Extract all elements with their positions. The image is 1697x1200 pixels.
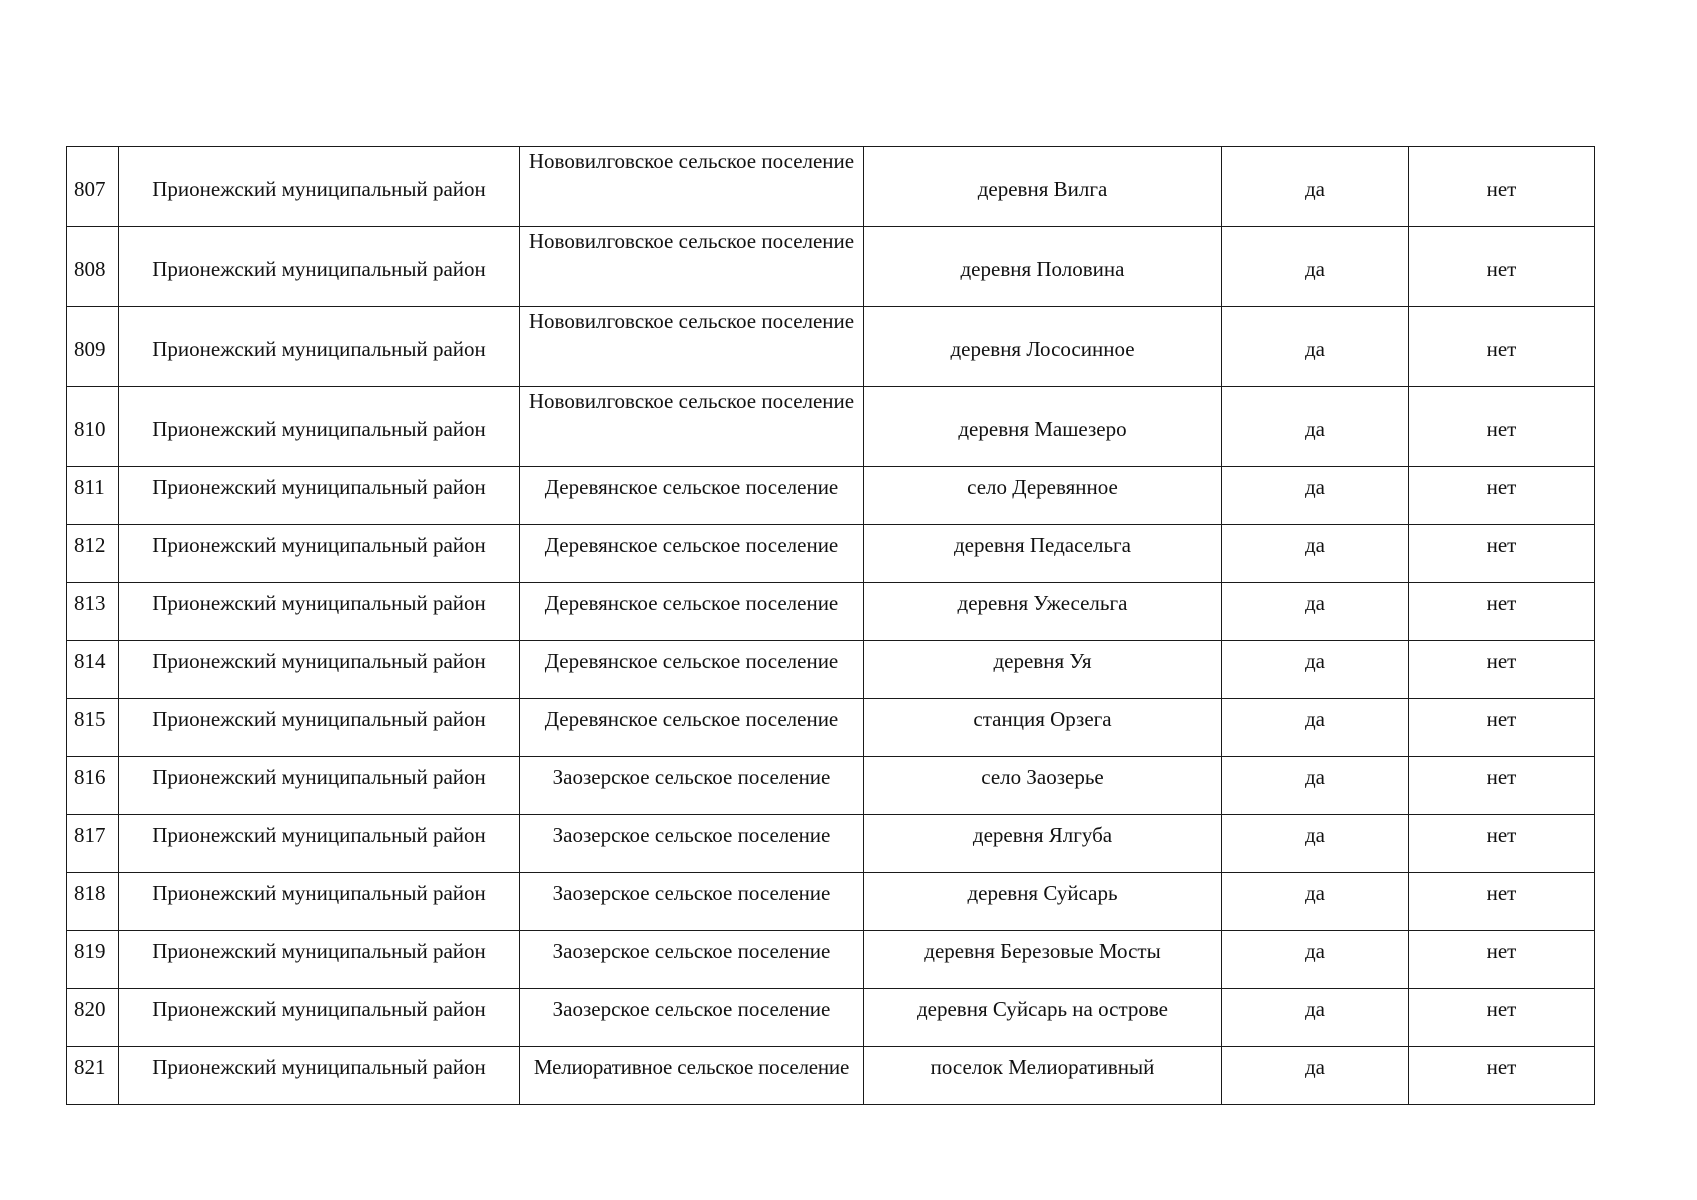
flag-a-cell: да	[1222, 757, 1409, 815]
flag-b-cell: нет	[1409, 699, 1595, 757]
table-row	[67, 467, 1595, 525]
row-number: 816	[67, 757, 119, 815]
settlements-table	[66, 146, 1595, 1105]
locality-cell: деревня Половина	[864, 227, 1222, 307]
flag-b-cell: нет	[1409, 583, 1595, 641]
settlement-cell: Нововилговское сельское поселение	[520, 307, 864, 387]
flag-b-cell: нет	[1409, 989, 1595, 1047]
locality-cell: село Деревянное	[864, 467, 1222, 525]
flag-b-cell: нет	[1409, 641, 1595, 699]
flag-b-cell: нет	[1409, 307, 1595, 387]
settlement-cell: Нововилговское сельское поселение	[520, 147, 864, 227]
flag-b-cell: нет	[1409, 1047, 1595, 1105]
locality-cell: поселок Мелиоративный	[864, 1047, 1222, 1105]
table-row	[67, 757, 1595, 815]
row-number: 807	[67, 147, 119, 227]
flag-b-cell: нет	[1409, 147, 1595, 227]
flag-b-cell: нет	[1409, 227, 1595, 307]
row-number: 813	[67, 583, 119, 641]
flag-a-cell: да	[1222, 525, 1409, 583]
row-number: 818	[67, 873, 119, 931]
flag-a-cell: да	[1222, 1047, 1409, 1105]
flag-b-cell: нет	[1409, 873, 1595, 931]
settlement-cell: Заозерское сельское поселение	[520, 931, 864, 989]
flag-b-cell: нет	[1409, 525, 1595, 583]
district-cell: Прионежский муниципальный район	[119, 467, 520, 525]
flag-a-cell: да	[1222, 147, 1409, 227]
district-cell: Прионежский муниципальный район	[119, 147, 520, 227]
flag-a-cell: да	[1222, 227, 1409, 307]
district-cell: Прионежский муниципальный район	[119, 931, 520, 989]
district-cell: Прионежский муниципальный район	[119, 227, 520, 307]
flag-a-cell: да	[1222, 931, 1409, 989]
row-number: 817	[67, 815, 119, 873]
district-cell: Прионежский муниципальный район	[119, 1047, 520, 1105]
locality-cell: деревня Уя	[864, 641, 1222, 699]
settlement-cell: Деревянское сельское поселение	[520, 641, 864, 699]
table-row	[67, 641, 1595, 699]
district-cell: Прионежский муниципальный район	[119, 699, 520, 757]
district-cell: Прионежский муниципальный район	[119, 815, 520, 873]
locality-cell: деревня Ялгуба	[864, 815, 1222, 873]
table-row	[67, 815, 1595, 873]
locality-cell: деревня Березовые Мосты	[864, 931, 1222, 989]
district-cell: Прионежский муниципальный район	[119, 989, 520, 1047]
table-row	[67, 931, 1595, 989]
settlement-cell: Нововилговское сельское поселение	[520, 387, 864, 467]
table-row	[67, 387, 1595, 467]
settlement-cell: Деревянское сельское поселение	[520, 525, 864, 583]
table-row	[67, 227, 1595, 307]
flag-a-cell: да	[1222, 699, 1409, 757]
locality-cell: деревня Суйсарь на острове	[864, 989, 1222, 1047]
flag-a-cell: да	[1222, 641, 1409, 699]
locality-cell: деревня Педасельга	[864, 525, 1222, 583]
flag-a-cell: да	[1222, 873, 1409, 931]
row-number: 814	[67, 641, 119, 699]
district-cell: Прионежский муниципальный район	[119, 525, 520, 583]
row-number: 808	[67, 227, 119, 307]
flag-b-cell: нет	[1409, 757, 1595, 815]
district-cell: Прионежский муниципальный район	[119, 757, 520, 815]
table-row	[67, 1047, 1595, 1105]
district-cell: Прионежский муниципальный район	[119, 873, 520, 931]
settlement-cell: Деревянское сельское поселение	[520, 467, 864, 525]
settlement-cell: Деревянское сельское поселение	[520, 583, 864, 641]
locality-cell: деревня Лососинное	[864, 307, 1222, 387]
settlement-cell: Нововилговское сельское поселение	[520, 227, 864, 307]
row-number: 810	[67, 387, 119, 467]
district-cell: Прионежский муниципальный район	[119, 583, 520, 641]
flag-a-cell: да	[1222, 467, 1409, 525]
table-row	[67, 307, 1595, 387]
locality-cell: деревня Ужесельга	[864, 583, 1222, 641]
locality-cell: станция Орзега	[864, 699, 1222, 757]
district-cell: Прионежский муниципальный район	[119, 641, 520, 699]
row-number: 811	[67, 467, 119, 525]
settlement-cell: Мелиоративное сельское поселение	[520, 1047, 864, 1105]
district-cell: Прионежский муниципальный район	[119, 307, 520, 387]
locality-cell: деревня Вилга	[864, 147, 1222, 227]
settlement-cell: Заозерское сельское поселение	[520, 873, 864, 931]
district-cell: Прионежский муниципальный район	[119, 387, 520, 467]
table-row	[67, 989, 1595, 1047]
flag-b-cell: нет	[1409, 387, 1595, 467]
flag-a-cell: да	[1222, 307, 1409, 387]
table-row	[67, 147, 1595, 227]
table-row	[67, 583, 1595, 641]
settlement-cell: Заозерское сельское поселение	[520, 815, 864, 873]
row-number: 815	[67, 699, 119, 757]
flag-b-cell: нет	[1409, 467, 1595, 525]
locality-cell: деревня Суйсарь	[864, 873, 1222, 931]
row-number: 819	[67, 931, 119, 989]
settlement-cell: Заозерское сельское поселение	[520, 989, 864, 1047]
flag-b-cell: нет	[1409, 815, 1595, 873]
table-row	[67, 525, 1595, 583]
table-row	[67, 873, 1595, 931]
flag-a-cell: да	[1222, 583, 1409, 641]
row-number: 821	[67, 1047, 119, 1105]
row-number: 812	[67, 525, 119, 583]
flag-b-cell: нет	[1409, 931, 1595, 989]
flag-a-cell: да	[1222, 815, 1409, 873]
row-number: 820	[67, 989, 119, 1047]
settlement-cell: Деревянское сельское поселение	[520, 699, 864, 757]
row-number: 809	[67, 307, 119, 387]
locality-cell: село Заозерье	[864, 757, 1222, 815]
settlement-cell: Заозерское сельское поселение	[520, 757, 864, 815]
flag-a-cell: да	[1222, 387, 1409, 467]
flag-a-cell: да	[1222, 989, 1409, 1047]
table-row	[67, 699, 1595, 757]
locality-cell: деревня Машезеро	[864, 387, 1222, 467]
